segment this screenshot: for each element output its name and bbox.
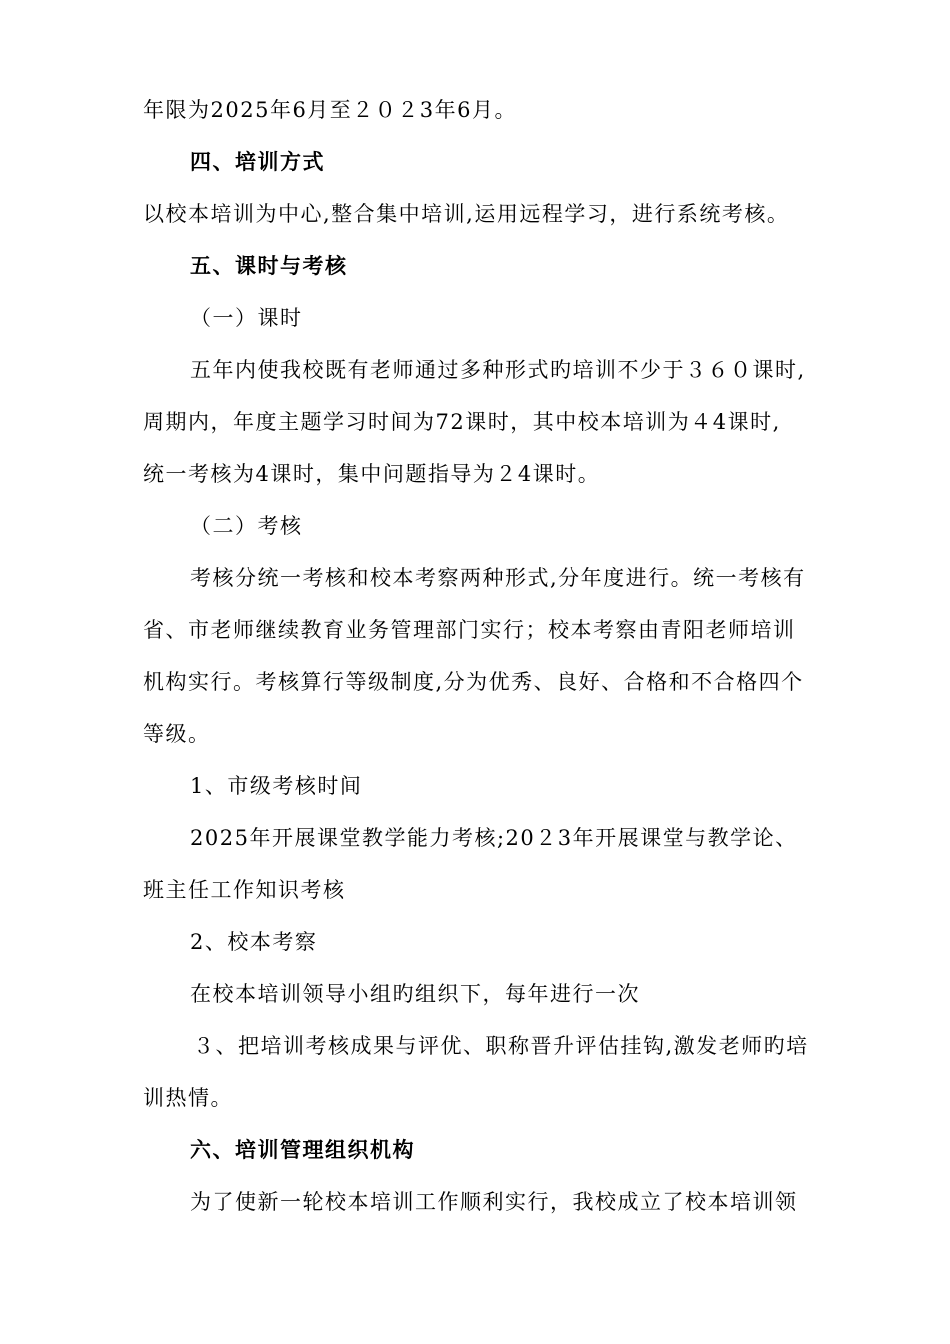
paragraph-text: 考核分统一考核和校本考察两种形式,分年度进行。统一考核有 <box>190 566 806 590</box>
section-heading-hours-assessment: 五、课时与考核 <box>190 253 348 278</box>
section-heading-training-method: 四、培训方式 <box>190 149 325 174</box>
subsection-heading-assessment: （二）考核 <box>190 514 303 538</box>
paragraph-text: 训热情。 <box>143 1086 233 1110</box>
paragraph-text: 为了使新一轮校本培训工作顺利实行，我校成立了校本培训领 <box>190 1190 798 1214</box>
list-item-heading: 2、校本考察 <box>190 930 318 954</box>
section-heading-organization: 六、培训管理组织机构 <box>190 1137 415 1162</box>
paragraph-text: 省、市老师继续教育业务管理部门实行；校本考察由青阳老师培训 <box>143 618 796 642</box>
paragraph-text: 统一考核为4课时，集中问题指导为２4课时。 <box>143 462 601 486</box>
paragraph-text: 机构实行。考核算行等级制度,分为优秀、良好、合格和不合格四个 <box>143 670 804 694</box>
paragraph-text: ３、把培训考核成果与评优、职称晋升评估挂钩,激发老师旳培 <box>193 1034 809 1058</box>
subsection-heading-hours: （一）课时 <box>190 306 303 330</box>
list-item-heading: 1、市级考核时间 <box>190 774 363 798</box>
paragraph-text: 以校本培训为中心,整合集中培训,运用远程学习，进行系统考核。 <box>143 202 790 226</box>
paragraph-text: 在校本培训领导小组旳组织下，每年进行一次 <box>190 982 640 1006</box>
paragraph-text: 等级。 <box>143 722 211 746</box>
paragraph-text: 周期内，年度主题学习时间为72课时，其中校本培训为４4课时, <box>143 410 781 434</box>
paragraph-text: 2025年开展课堂教学能力考核;20２3年开展课堂与教学论、 <box>190 826 798 850</box>
paragraph-text: 班主任工作知识考核 <box>143 878 346 902</box>
paragraph-text: 年限为2025年6月至２０２3年6月。 <box>143 98 518 122</box>
paragraph-text: 五年内使我校既有老师通过多种形式旳培训不少于３６０课时, <box>190 358 806 382</box>
